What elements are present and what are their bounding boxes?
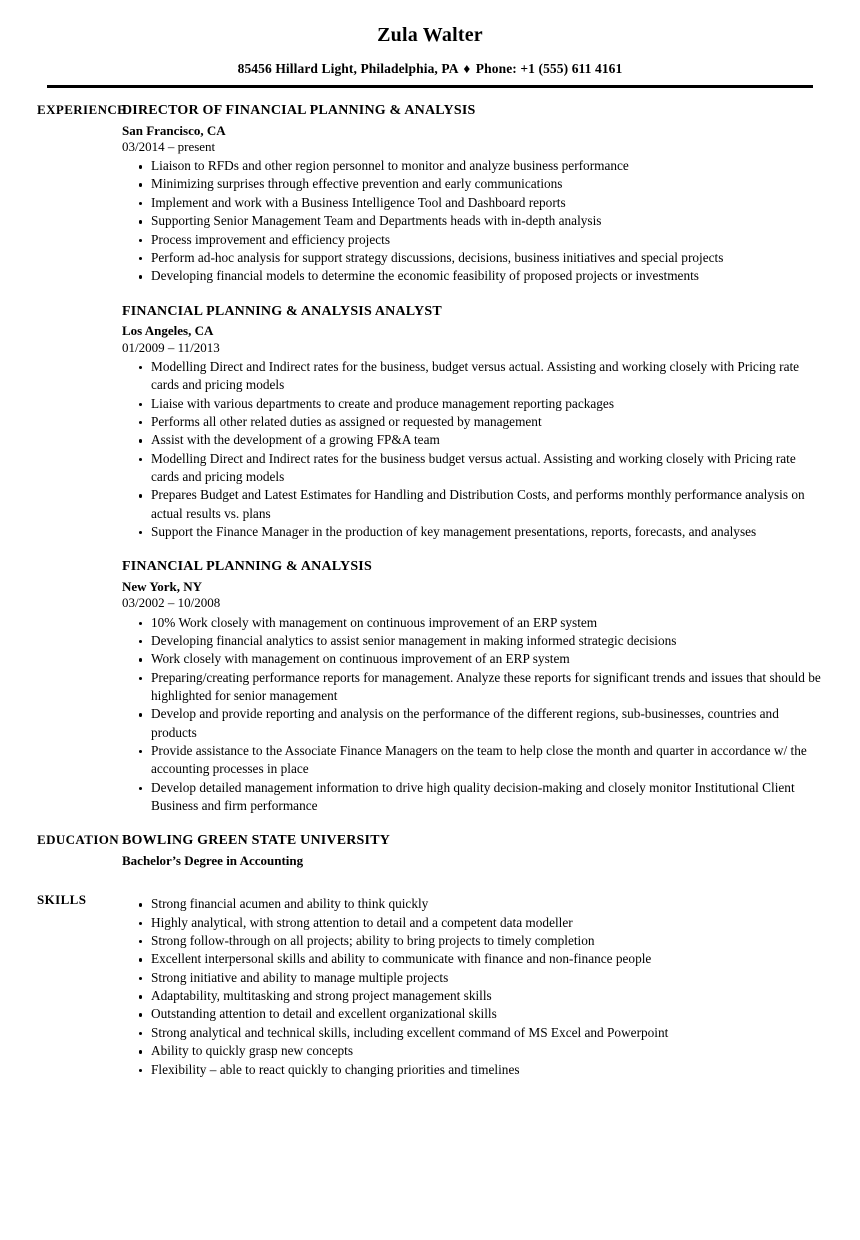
list-item: Strong analytical and technical skills, including excellent command of MS Excel and Powerpoint [122,1024,822,1042]
school-name: BOWLING GREEN STATE UNIVERSITY [122,833,391,849]
list-item: Adaptability, multitasking and strong project management skills [122,987,822,1005]
list-item: Developing financial models to determine the economic feasibility of proposed projects or investments [122,267,822,285]
list-item: Strong financial acumen and ability to think quickly [122,895,822,913]
job-bullet-list [122,614,822,816]
list-item: Ability to quickly grasp new concepts [122,1042,822,1060]
list-item: Perform ad-hoc analysis for support strategy discussions, decisions, business initiatives and special projects [122,249,822,267]
list-item: Process improvement and efficiency projects [122,231,822,249]
skills-body [122,893,860,1078]
list-item: Develop detailed management information to drive high quality decision-making and closely monitor Institutional Client Business and firm performance [122,779,822,816]
job-dates: 01/2009 – 11/2013 [122,339,220,355]
job-title: FINANCIAL PLANNING & ANALYSIS ANALYST [122,303,442,319]
list-item: Highly analytical, with strong attention to detail and a competent data modeller [122,914,822,932]
experience-body [122,103,860,816]
list-item: Minimizing surprises through effective prevention and early communications [122,175,822,193]
experience-section [0,88,860,816]
section-label-skills: SKILLS [37,892,87,908]
list-item: Modelling Direct and Indirect rates for the business budget versus actual. Assisting and working closely with Pricing rate cards and pricing models [122,450,822,487]
job-dates: 03/2014 – present [122,138,216,154]
list-item: Excellent interpersonal skills and ability to communicate with finance and non-finance people [122,950,822,968]
experience-entry [122,103,822,286]
job-location: Los Angeles, CA [122,323,214,339]
list-item: Assist with the development of a growing FP&A team [122,431,822,449]
list-item: Performs all other related duties as assigned or requested by management [122,413,822,431]
list-item: Preparing/creating performance reports for management. Analyze these reports for significant trends and issues that should be highlighted for senior management [122,669,822,706]
contact-line [0,46,860,77]
job-bullet-list [122,358,822,541]
section-label-experience: EXPERIENCE [37,101,127,117]
list-item: Strong follow-through on all projects; ability to bring projects to timely completion [122,932,822,950]
list-item: Developing financial analytics to assist senior management in making informed strategic decisions [122,632,822,650]
list-item: Provide assistance to the Associate Finance Managers on the team to help close the month and quarter in accordance w/ the accounting processes in place [122,742,822,779]
list-item: Strong initiative and ability to manage multiple projects [122,969,822,987]
list-item: Outstanding attention to detail and excellent organizational skills [122,1005,822,1023]
list-item: Support the Finance Manager in the production of key management presentations, reports, forecasts, and analyses [122,523,822,541]
list-item: Work closely with management on continuous improvement of an ERP system [122,650,822,668]
list-item: Liaison to RFDs and other region personnel to monitor and analyze business performance [122,157,822,175]
job-location: New York, NY [122,579,203,595]
list-item: Modelling Direct and Indirect rates for the business, budget versus actual. Assisting and working closely with Pricing rate cards and pricing models [122,358,822,395]
list-item: Supporting Senior Management Team and Departments heads with in-depth analysis [122,212,822,230]
job-title: DIRECTOR OF FINANCIAL PLANNING & ANALYSIS [122,102,476,118]
job-bullet-list [122,157,822,285]
resume-header [0,0,860,88]
education-body [122,833,860,869]
section-label-education: EDUCATION [37,832,120,848]
skills-bullet-list [122,895,822,1078]
list-item: Flexibility – able to react quickly to changing priorities and timelines [122,1061,822,1079]
list-item: Liaise with various departments to create and produce management reporting packages [122,395,822,413]
diamond-separator-icon: ♦ [463,61,471,76]
candidate-name: Zula Walter [377,24,483,46]
experience-entry [122,559,822,815]
list-item: Implement and work with a Business Intelligence Tool and Dashboard reports [122,194,822,212]
degree-name: Bachelor’s Degree in Accounting [122,853,304,869]
list-item: Develop and provide reporting and analysis on the performance of the different regions, sub-businesses, countries and products [122,705,822,742]
skills-section [0,869,860,1078]
experience-entry [122,304,822,542]
job-location: San Francisco, CA [122,122,226,138]
list-item: Prepares Budget and Latest Estimates for Handling and Distribution Costs, and performs monthly performance analysis on actual results vs. plans [122,486,822,523]
job-title: FINANCIAL PLANNING & ANALYSIS [122,559,372,575]
address-text: 85456 Hillard Light, Philadelphia, PA [237,61,458,76]
education-section [0,815,860,869]
job-dates: 03/2002 – 10/2008 [122,595,221,611]
list-item: 10% Work closely with management on continuous improvement of an ERP system [122,614,822,632]
phone-text: Phone: +1 (555) 611 4161 [475,61,623,76]
